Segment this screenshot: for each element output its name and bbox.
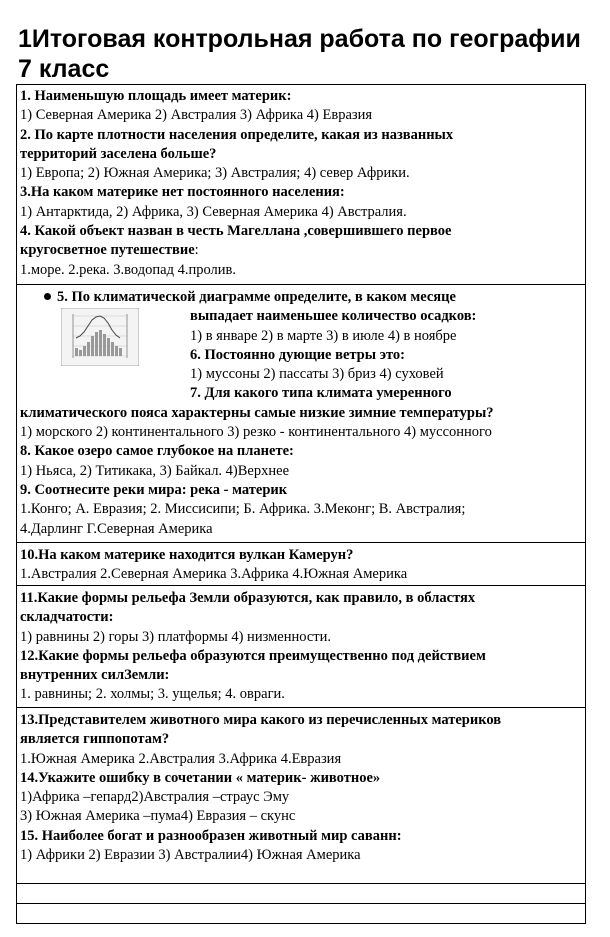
question-2-cont: территорий заселена больше? [20,145,217,162]
question-13-cont: является гиппопотам? [20,731,170,748]
answer-6: 1) муссоны 2) пассаты 3) бриз 4) суховей [190,366,444,383]
question-7: 7. Для какого типа климата умеренного [190,385,452,402]
section-3-divider [17,542,585,543]
question-11: 11.Какие формы рельефа Земли образуются, как правило, в областях [20,590,476,606]
empty-row-divider-2 [17,903,585,904]
question-5-cont: выпадает наименьшее количество осадков: [190,308,477,325]
question-1: 1. Наименьшую площадь имеет материк: [20,88,292,104]
question-3: 3.На каком материке нет постоянного населения: [20,184,345,201]
question-10: 10.На каком материке находится вулкан Камерун? [20,547,354,563]
question-13: 13.Представителем животного мира какого из перечисленных материков [20,712,502,728]
question-7-cont: климатического пояса характерны самые низкие зимние температуры? [20,404,494,421]
answer-8: 1) Ньяса, 2) Титикака, 3) Байкал. 4)Верхнее [20,462,290,479]
answer-3: 1) Антарктида, 2) Африка, 3) Северная Америка 4) Австралия. [20,203,407,220]
answer-9-line-2: 4.Дарлинг Г.Северная Америка [20,520,213,537]
answer-4: 1.море. 2.река. 3.водопад 4.пролив. [20,261,236,278]
climate-diagram [61,308,139,366]
answer-12: 1. равнины; 2. холмы; 3. ущелья; 4. овраги. [20,686,285,703]
question-9: 9. Соотнесите реки мира: река - материк [20,481,288,498]
page-title: 1Итоговая контрольная работа по географии 7 класс [18,25,581,83]
answer-15: 1) Африки 2) Евразии 3) Австралии4) Южная Америка [20,847,361,864]
answer-13: 1.Южная Америка 2.Австралия 3.Африка 4.Евразия [20,750,342,767]
question-14: 14.Укажите ошибку в сочетании « материк- животное» [20,769,381,786]
section-3 [17,546,585,585]
section-2 [17,288,585,539]
question-8: 8. Какое озеро самое глубокое на планете: [20,443,294,460]
questions-table [16,84,586,924]
answer-14-line-1: 1)Африка –гепард2)Австралия –страус Эму [20,789,290,806]
question-4-cont: кругосветное путешествие: [20,242,199,259]
bullet-icon [44,293,51,300]
question-11-cont: складчатости: [20,609,114,626]
answer-5: 1) в январе 2) в марте 3) в июле 4) в ноябре [190,327,457,344]
answer-9-line-1: 1.Конго; А. Евразия; 2. Миссисипи; Б. Африка. 3.Меконг; В. Австралия; [20,501,466,518]
question-15: 15. Наиболее богат и разнообразен животный мир саванн: [20,827,402,844]
question-12-cont: внутренних силЗемли: [20,667,170,684]
question-12: 12.Какие формы рельефа образуются преимущественно под действием [20,647,486,664]
section-5-divider [17,707,585,708]
answer-11: 1) равнины 2) горы 3) платформы 4) низменности. [20,628,331,645]
question-2: 2. По карте плотности населения определите, какая из названных [20,126,454,143]
question-5: 5. По климатической диаграмме определите, в каком месяце [20,288,585,307]
answer-1: 1) Северная Америка 2) Австралия 3) Африка 4) Евразия [20,107,373,124]
answer-14-line-2: 3) Южная Америка –пума4) Евразия – скунс [20,808,296,825]
question-6: 6. Постоянно дующие ветры это: [190,346,405,363]
answer-2: 1) Европа; 2) Южная Америка; 3) Австралия; 4) север Африки. [20,165,410,182]
answer-10: 1.Австралия 2.Северная Америка 3.Африка 4.Южная Америка [20,566,408,583]
answer-7: 1) морского 2) континентального 3) резко - континентального 4) муссонного [20,424,492,441]
empty-row-divider-1 [17,883,585,884]
section-1 [17,87,585,280]
section-4-divider [17,585,585,586]
section-4 [17,589,585,705]
question-4: 4. Какой объект назван в честь Магеллана ,совершившего первое [20,223,452,240]
section-2-divider [17,284,585,285]
section-5 [17,711,585,865]
